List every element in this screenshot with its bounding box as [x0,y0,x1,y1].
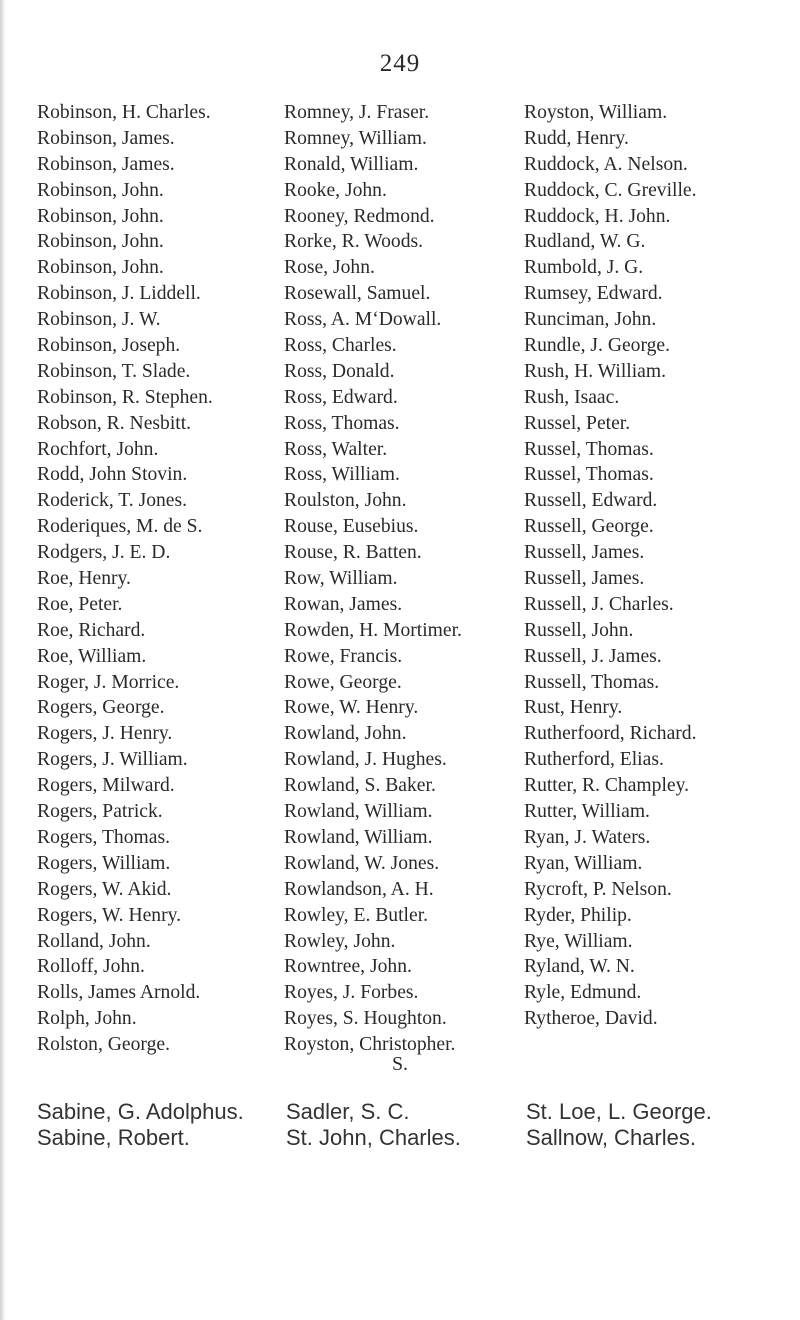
name-entry: Rudd, Henry. [524,127,629,149]
name-entry: Russell, James. [524,568,645,590]
section-heading-s: S. [391,1053,409,1075]
name-entry: Robinson, T. Slade. [37,360,191,382]
name-entry: Ross, Thomas. [284,412,400,434]
name-entry: Rogers, W. Akid. [37,878,172,900]
name-entry: Rogers, Milward. [37,775,175,797]
name-entry: Russel, Peter. [524,412,631,434]
name-entry: Rowley, John. [284,930,396,952]
name-entry: Rumbold, J. G. [524,257,644,279]
name-entry: Rudland, W. G. [524,231,646,253]
name-entry: Robinson, John. [37,205,164,227]
name-entry: Roe, Henry. [37,568,131,590]
s-name-column-3 [526,1098,712,1150]
name-entry: Russel, Thomas. [524,464,654,486]
name-entry: Rowan, James. [284,593,403,615]
name-entry: Rowland, J. Hughes. [284,749,447,771]
name-entry: St. John, Charles. [286,1124,461,1150]
name-entry: Row, William. [284,568,398,590]
name-entry: Rowe, Francis. [284,645,403,667]
name-entry: Roderick, T. Jones. [37,490,188,512]
name-entry: Rogers, Patrick. [37,801,163,823]
name-entry: Runciman, John. [524,309,657,331]
name-entry: Rooke, John. [284,179,387,201]
name-entry: Ryder, Philip. [524,904,632,926]
name-entry: Robinson, John. [37,257,164,279]
name-column-2 [284,100,462,1058]
name-entry: Robinson, James. [37,127,175,149]
name-entry: Royston, William. [524,102,668,123]
name-entry: Rumsey, Edward. [524,283,663,305]
name-entry: Russell, J. Charles. [524,593,674,615]
name-entry: Rowe, W. Henry. [284,697,419,719]
name-entry: Rose, John. [284,257,375,279]
name-entry: Robinson, J. W. [37,309,161,331]
name-entry: Royes, S. Houghton. [284,1008,447,1030]
name-column-1 [37,100,213,1058]
name-entry: Sadler, S. C. [286,1099,410,1124]
s-name-column-1 [37,1098,244,1150]
name-entry: Ross, William. [284,464,400,486]
name-entry: Rowlandson, A. H. [284,878,434,900]
name-entry: Royes, J. Forbes. [284,982,419,1004]
name-entry: Rogers, J. William. [37,749,188,771]
name-entry: Rouse, Eusebius. [284,516,419,538]
name-entry: Ryan, J. Waters. [524,826,651,848]
name-entry: Rolls, James Arnold. [37,982,201,1004]
name-entry: Sabine, G. Adolphus. [37,1099,244,1124]
name-entry: Rycroft, P. Nelson. [524,878,672,900]
name-entry: Ross, Charles. [284,335,397,357]
name-entry: Royston, Christopher. [284,1034,456,1056]
name-entry: Rogers, William. [37,852,171,874]
page-binding-edge [0,0,6,1320]
name-entry: Rowland, S. Baker. [284,775,436,797]
name-entry: Roe, Richard. [37,619,146,641]
page-number: 249 [379,50,421,77]
name-entry: Robinson, J. Liddell. [37,283,201,305]
name-entry: Rowland, W. Jones. [284,852,440,874]
s-name-column-2 [286,1098,461,1150]
name-entry: Rosewall, Samuel. [284,283,431,305]
name-entry: Sabine, Robert. [37,1124,190,1150]
name-entry: Robson, R. Nesbitt. [37,412,192,434]
name-entry: Rowland, William. [284,801,433,823]
name-entry: Rolph, John. [37,1008,137,1030]
name-entry: Ruddock, A. Nelson. [524,153,688,175]
name-entry: Robinson, R. Stephen. [37,386,213,408]
name-entry: Romney, William. [284,127,427,149]
name-entry: Rundle, J. George. [524,335,671,357]
name-entry: Rochfort, John. [37,438,159,460]
name-entry: Rogers, J. Henry. [37,723,173,745]
name-entry: Sallnow, Charles. [526,1124,696,1150]
name-entry: Rye, William. [524,930,633,952]
name-entry: Ross, A. M‘Dowall. [284,309,442,331]
name-entry: Rowland, William. [284,826,433,848]
name-entry: Rush, H. William. [524,360,666,382]
name-entry: Roderiques, M. de S. [37,516,203,538]
name-entry: Ruddock, C. Greville. [524,179,697,201]
name-entry: Rodgers, J. E. D. [37,542,171,564]
name-entry: Ryland, W. N. [524,956,635,978]
name-entry: Rowden, H. Mortimer. [284,619,462,641]
name-entry: Rogers, Thomas. [37,826,170,848]
name-entry: Rouse, R. Batten. [284,542,422,564]
name-entry: Ryle, Edmund. [524,982,642,1004]
name-entry: Rowley, E. Butler. [284,904,429,926]
name-entry: Rutter, William. [524,801,650,823]
name-entry: Robinson, James. [37,153,175,175]
name-entry: Russell, J. James. [524,645,662,667]
name-entry: Rogers, George. [37,697,165,719]
name-entry: Rooney, Redmond. [284,205,435,227]
name-entry: Russell, Thomas. [524,671,660,693]
name-entry: Russell, John. [524,619,634,641]
name-entry: Ross, Edward. [284,386,398,408]
name-entry: Roger, J. Morrice. [37,671,180,693]
name-entry: Rutherford, Elias. [524,749,664,771]
name-entry: Rowe, George. [284,671,402,693]
name-entry: Ross, Walter. [284,438,388,460]
name-entry: Roulston, John. [284,490,407,512]
name-entry: Rolston, George. [37,1034,170,1056]
name-entry: Russell, Edward. [524,490,658,512]
name-entry: Rorke, R. Woods. [284,231,424,253]
name-entry: Roe, William. [37,645,147,667]
name-entry: Rytheroe, David. [524,1008,658,1030]
name-entry: Ronald, William. [284,153,419,175]
name-entry: Robinson, John. [37,179,164,201]
name-entry: Rutherfoord, Richard. [524,723,697,745]
name-entry: Robinson, Joseph. [37,335,181,357]
name-entry: Ross, Donald. [284,360,395,382]
name-entry: Robinson, H. Charles. [37,102,211,123]
name-column-3 [524,100,697,1032]
name-entry: Rowland, John. [284,723,407,745]
name-entry: Russel, Thomas. [524,438,654,460]
name-entry: Rodd, John Stovin. [37,464,188,486]
name-entry: Ryan, William. [524,852,643,874]
name-entry: Roe, Peter. [37,593,123,615]
name-entry: Ruddock, H. John. [524,205,671,227]
name-entry: Rolloff, John. [37,956,145,978]
name-entry: Russell, James. [524,542,645,564]
name-entry: Rutter, R. Champley. [524,775,690,797]
name-entry: St. Loe, L. George. [526,1099,712,1124]
name-entry: Rowntree, John. [284,956,412,978]
name-entry: Russell, George. [524,516,654,538]
name-entry: Robinson, John. [37,231,164,253]
name-entry: Rogers, W. Henry. [37,904,182,926]
name-entry: Rolland, John. [37,930,151,952]
name-entry: Rust, Henry. [524,697,623,719]
name-entry: Romney, J. Fraser. [284,102,430,123]
name-entry: Rush, Isaac. [524,386,620,408]
